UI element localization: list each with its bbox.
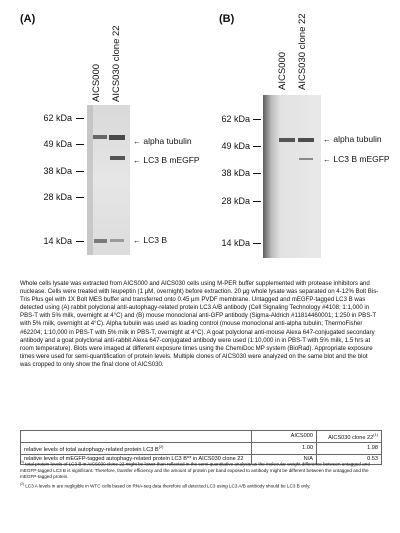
table-row-text: relative levels of total autophagy-related protein LC3 B xyxy=(24,446,159,453)
panel-b-lane-1: AICS000 xyxy=(277,51,288,90)
footnote-2 xyxy=(20,481,380,490)
table-header-cell: AICS000 xyxy=(252,431,317,443)
panel-b-band-lc3b-megfp xyxy=(323,154,390,164)
panel-a-band-lc3b-megfp xyxy=(133,155,200,165)
panel-a-band-tubulin-label: alpha tubulin xyxy=(143,136,192,146)
footnote-1 xyxy=(20,459,380,480)
panel-a-label: (A) xyxy=(20,13,36,25)
panel-a-marker-49: 49 kDa xyxy=(43,139,72,149)
panel-b-marker-62: 62 kDa xyxy=(221,114,250,124)
methods-paragraph: Whole cells lysate was extracted from AICS000 and AICS030 cells using M-PER buffer supplemented with protease inhibitors and nuclease. Cells were treated with leupeptin (1 µM, overnight) before extraction. 20 µg whole lysate was separated on 4-12% Bolt Bis-Tris Plus gel with 1X Bolt MES buffer and transferred onto 0.45 µm PVDF membrane. Untagged and mEGFP-tagged LC3 B was detected using (A) rabbit polyclonal anti-autophagy-related protein LC3 A/B antibody (Cell Signaling Technology #4108; 1:1,000 in PBS-T with 5% milk, overnight at 4°C) and (B) mouse monoclonal anti-GFP antibody (Sigma-Aldrich #11814460001; 1:250 in PBS-T with 5% milk, overnight at 4°C). Alpha tubulin was used as loading control (mouse monoclonal anti-alpha tubulin; ThermoFisher #62204; 1:10,000 in PBS-T with 5% milk in PBS-T, overnight at 4°C). A goat polyclonal anti-mouse Alexa 647-conjugated secondary antibody and a goat polyclonal anti-rabbit Alexa 647-conjugated antibody were used (1:10,000 in in PBS-T with 5% milk, 1.5 hrs at room temperature). Blots were imaged at different exposure times using the ChemiDoc MP system (BioRad). Appropriate exposure times were used for semi-quantification of protein levels. Multiple clones of AICS030 were analyzed on the same blot and the blot was cropped to only show the final clone of AICS030. xyxy=(20,280,379,368)
table-cell-value: N/A xyxy=(252,454,317,464)
panel-b-tick-28 xyxy=(253,201,261,202)
panel-b-marker-49: 49 kDa xyxy=(221,141,250,151)
footnote-2-text: LC3 A levels in are negligible in WTC cells based on RNA-seq data therefore all detected LC3 using LC3 A/B antibody should be LC3 B only. xyxy=(25,483,311,489)
table-row-sup: (2) xyxy=(158,443,164,449)
panel-b-label: (B) xyxy=(219,13,235,25)
arrow-left-icon: ← xyxy=(323,135,331,144)
panel-b-tick-38 xyxy=(253,173,261,174)
panel-a-tick-49 xyxy=(76,144,84,145)
arrow-left-icon: ← xyxy=(133,236,141,245)
panel-a-marker-62: 62 kDa xyxy=(43,113,72,123)
panel-a-marker-28: 28 kDa xyxy=(43,192,72,202)
table-header-cell xyxy=(317,431,382,443)
panel-a-tick-62 xyxy=(76,118,84,119)
table-header-text: AICS030 clone 22 xyxy=(328,434,374,441)
panel-b-marker-14: 14 kDa xyxy=(221,238,250,248)
panel-a-tick-38 xyxy=(76,171,84,172)
panel-a-lane-1: AICS000 xyxy=(91,63,102,102)
table-row-label: relative levels of mEGFP-tagged autophagy-related protein LC3 B** in AICS030 clone 22 xyxy=(21,454,252,464)
panel-b-marker-38: 38 kDa xyxy=(221,168,250,178)
panel-a-band-tubulin xyxy=(133,136,192,146)
footnote-1-text: total protein levels of LC3 B in AICS030 clone 22 might be lower than reflected in the semi-quantitative analysis as the molecular weight difference between untagged and mEGFP-tagged LC3 B is significant. Therefore, transfer efficiency and the amount of protein per band exposed to antibody might be different between the untagged and the mEGFP-tagged protein. xyxy=(20,461,370,479)
table-cell-value: 1.00 xyxy=(252,442,317,454)
footnote-1-mark: (1) xyxy=(20,460,24,464)
panel-b-band-tubulin xyxy=(323,134,382,144)
panel-b-band-lc3b-megfp-label: LC3 B mEGFP xyxy=(333,154,390,164)
table-cell-value: 1.98 xyxy=(317,442,382,454)
table-header-row xyxy=(21,431,382,443)
footnote-2-mark: (2) xyxy=(20,482,24,486)
panel-b-tick-62 xyxy=(253,119,261,120)
arrow-left-icon: ← xyxy=(133,156,141,165)
panel-b-blot-image xyxy=(263,95,321,258)
panel-a-marker-14: 14 kDa xyxy=(43,236,72,246)
panel-a-blot-image xyxy=(87,105,130,255)
table-header-sup: (1) xyxy=(373,432,378,437)
panel-a-tick-28 xyxy=(76,197,84,198)
panel-b-tick-49 xyxy=(253,146,261,147)
table-row xyxy=(21,442,382,454)
table-header-cell xyxy=(21,431,252,443)
table-cell-value: 0.53 xyxy=(317,454,382,464)
panel-a-marker-38: 38 kDa xyxy=(43,166,72,176)
arrow-left-icon: ← xyxy=(323,155,331,164)
panel-b-lane-2: AICS030 clone 22 xyxy=(297,13,308,90)
panel-a-band-lc3b xyxy=(133,235,167,245)
table-row-label xyxy=(21,442,252,454)
arrow-left-icon: ← xyxy=(133,137,141,146)
panel-a-lane-2: AICS030 clone 22 xyxy=(111,25,122,102)
panel-b-tick-14 xyxy=(253,243,261,244)
panel-a-tick-14 xyxy=(76,241,84,242)
panel-a-band-lc3b-megfp-label: LC3 B mEGFP xyxy=(143,155,200,165)
panel-b-marker-28: 28 kDa xyxy=(221,196,250,206)
panel-b-band-tubulin-label: alpha tubulin xyxy=(333,134,382,144)
panel-a-band-lc3b-label: LC3 B xyxy=(143,235,167,245)
